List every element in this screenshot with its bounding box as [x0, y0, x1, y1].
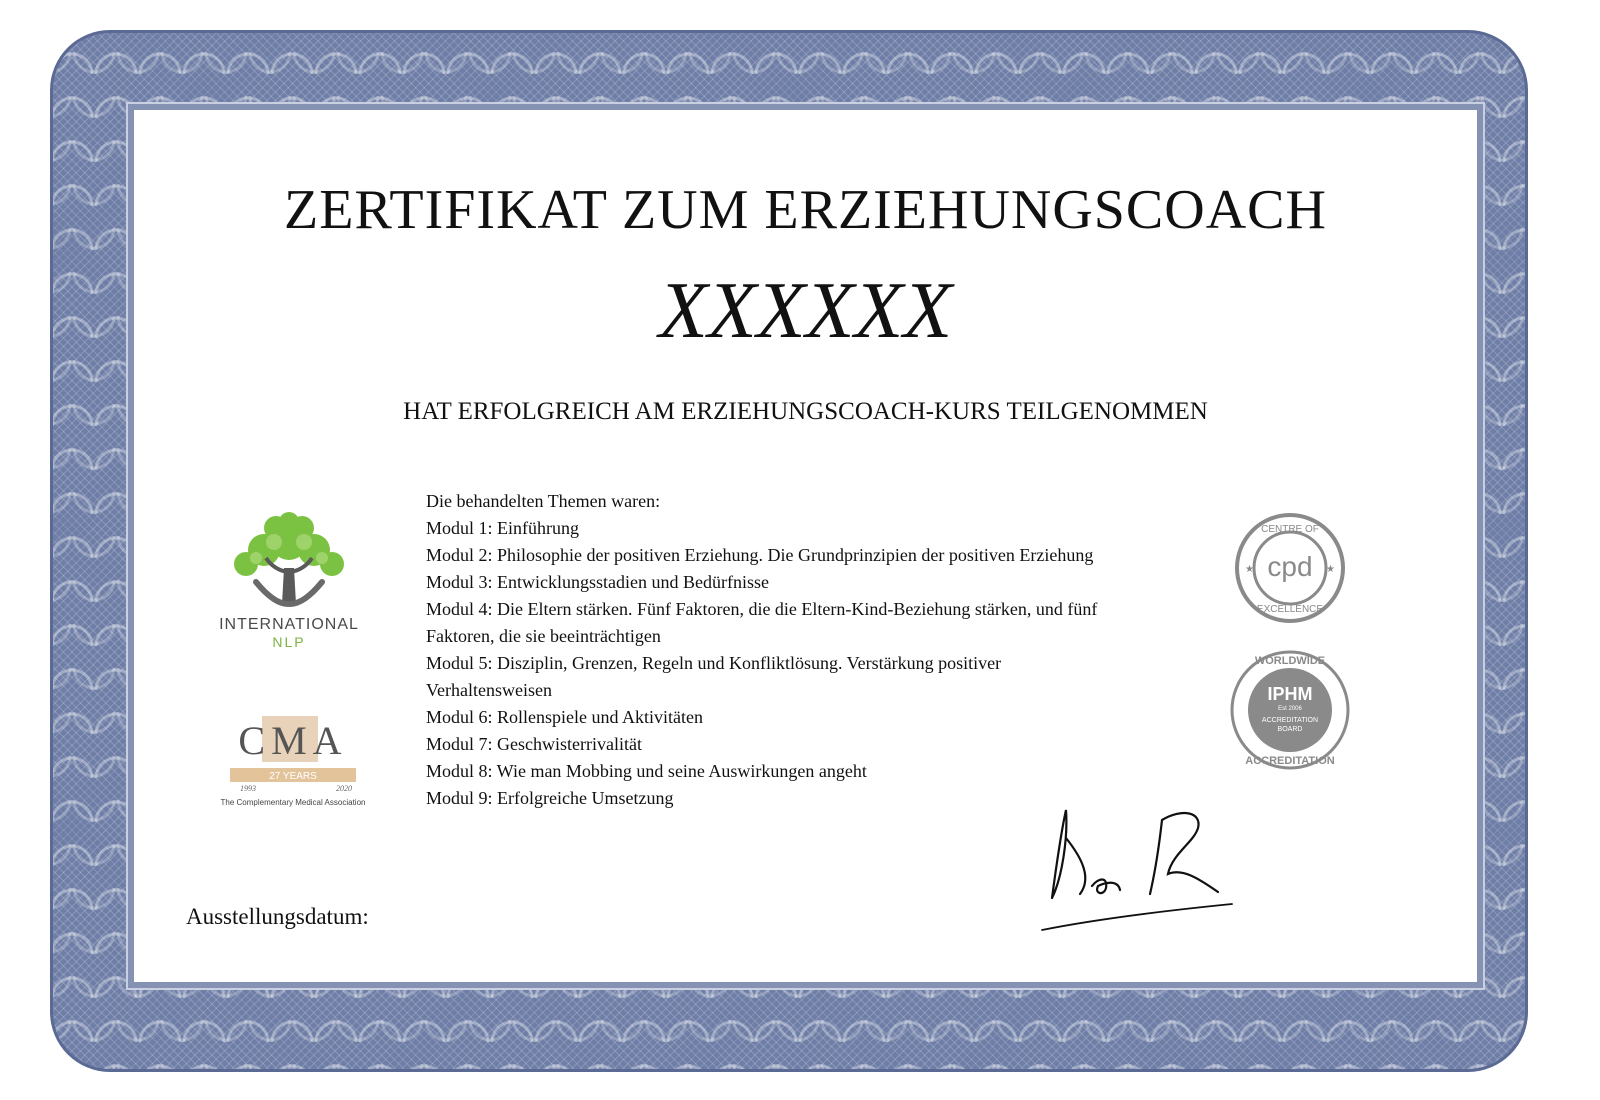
cpd-top: CENTRE OF — [1261, 524, 1319, 535]
international-nlp-logo — [204, 512, 374, 652]
topics-intro: Die behandelten Themen waren: — [426, 491, 661, 511]
cpd-center: cpd — [1267, 551, 1313, 582]
topic-line: Modul 7: Geschwisterrivalität — [426, 734, 642, 754]
cpd-bottom: EXCELLENCE — [1256, 604, 1324, 615]
iphm-top: WORLDWIDE — [1254, 655, 1326, 667]
iphm-badge-icon — [1228, 648, 1352, 772]
cma-caption: The Complementary Medical Association — [220, 798, 366, 807]
issue-date-label: Ausstellungsdatum: — [186, 904, 369, 929]
topic-line: Modul 2: Philosophie der positiven Erziehung. Die Grundprinzipien der positiven Erziehung — [426, 545, 1094, 565]
cma-years: 27 YEARS — [269, 771, 317, 782]
certificate-title: ZERTIFIKAT ZUM ERZIEHUNGSCOACH — [284, 179, 1327, 241]
tree-logo-icon — [204, 512, 374, 616]
topic-line: Modul 9: Erfolgreiche Umsetzung — [426, 788, 674, 808]
cma-to: 2020 — [336, 784, 352, 793]
cpd-badge-icon — [1234, 512, 1346, 624]
topic-line: Modul 6: Rollenspiele und Aktivitäten — [426, 707, 703, 727]
topic-line: Modul 8: Wie man Mobbing und seine Auswirkungen angeht — [426, 761, 867, 781]
iphm-line1: ACCREDITATION — [1261, 717, 1319, 724]
topic-line: Modul 1: Einführung — [426, 518, 579, 538]
nlp-brand-line1: INTERNATIONAL — [219, 616, 359, 633]
topic-line: Modul 4: Die Eltern stärken. Fünf Faktoren, die die Eltern-Kind-Beziehung stärken, und fünf — [426, 599, 1098, 619]
topic-line: Modul 3: Entwicklungsstadien und Bedürfnisse — [426, 572, 769, 592]
certificate-body — [142, 118, 1469, 974]
cma-logo — [218, 714, 368, 814]
topic-line: Faktoren, die sie beeinträchtigen — [426, 626, 661, 646]
iphm-bottom: ACCREDITATION — [1245, 755, 1335, 767]
topics-list — [426, 488, 1186, 812]
topic-line: Verhaltensweisen — [426, 680, 552, 700]
recipient-name: XXXXXX — [658, 267, 953, 355]
nlp-brand-line2: NLP — [272, 634, 306, 650]
cma-letters: CMA — [238, 718, 348, 763]
iphm-center: IPHM — [1267, 684, 1313, 704]
topic-line: Modul 5: Disziplin, Grenzen, Regeln und Konfliktlösung. Verstärkung positiver — [426, 653, 1002, 673]
cma-emblem-icon — [218, 714, 368, 814]
iphm-line2: BOARD — [1277, 726, 1303, 733]
cma-from: 1993 — [240, 784, 256, 793]
svg-text:★: ★ — [1326, 564, 1335, 575]
signature-icon — [1022, 798, 1242, 938]
certificate-subtitle: HAT ERFOLGREICH AM ERZIEHUNGSCOACH-KURS TEILGENOMMEN — [403, 398, 1208, 425]
iphm-est: Est 2006 — [1278, 706, 1302, 712]
svg-text:★: ★ — [1245, 564, 1254, 575]
